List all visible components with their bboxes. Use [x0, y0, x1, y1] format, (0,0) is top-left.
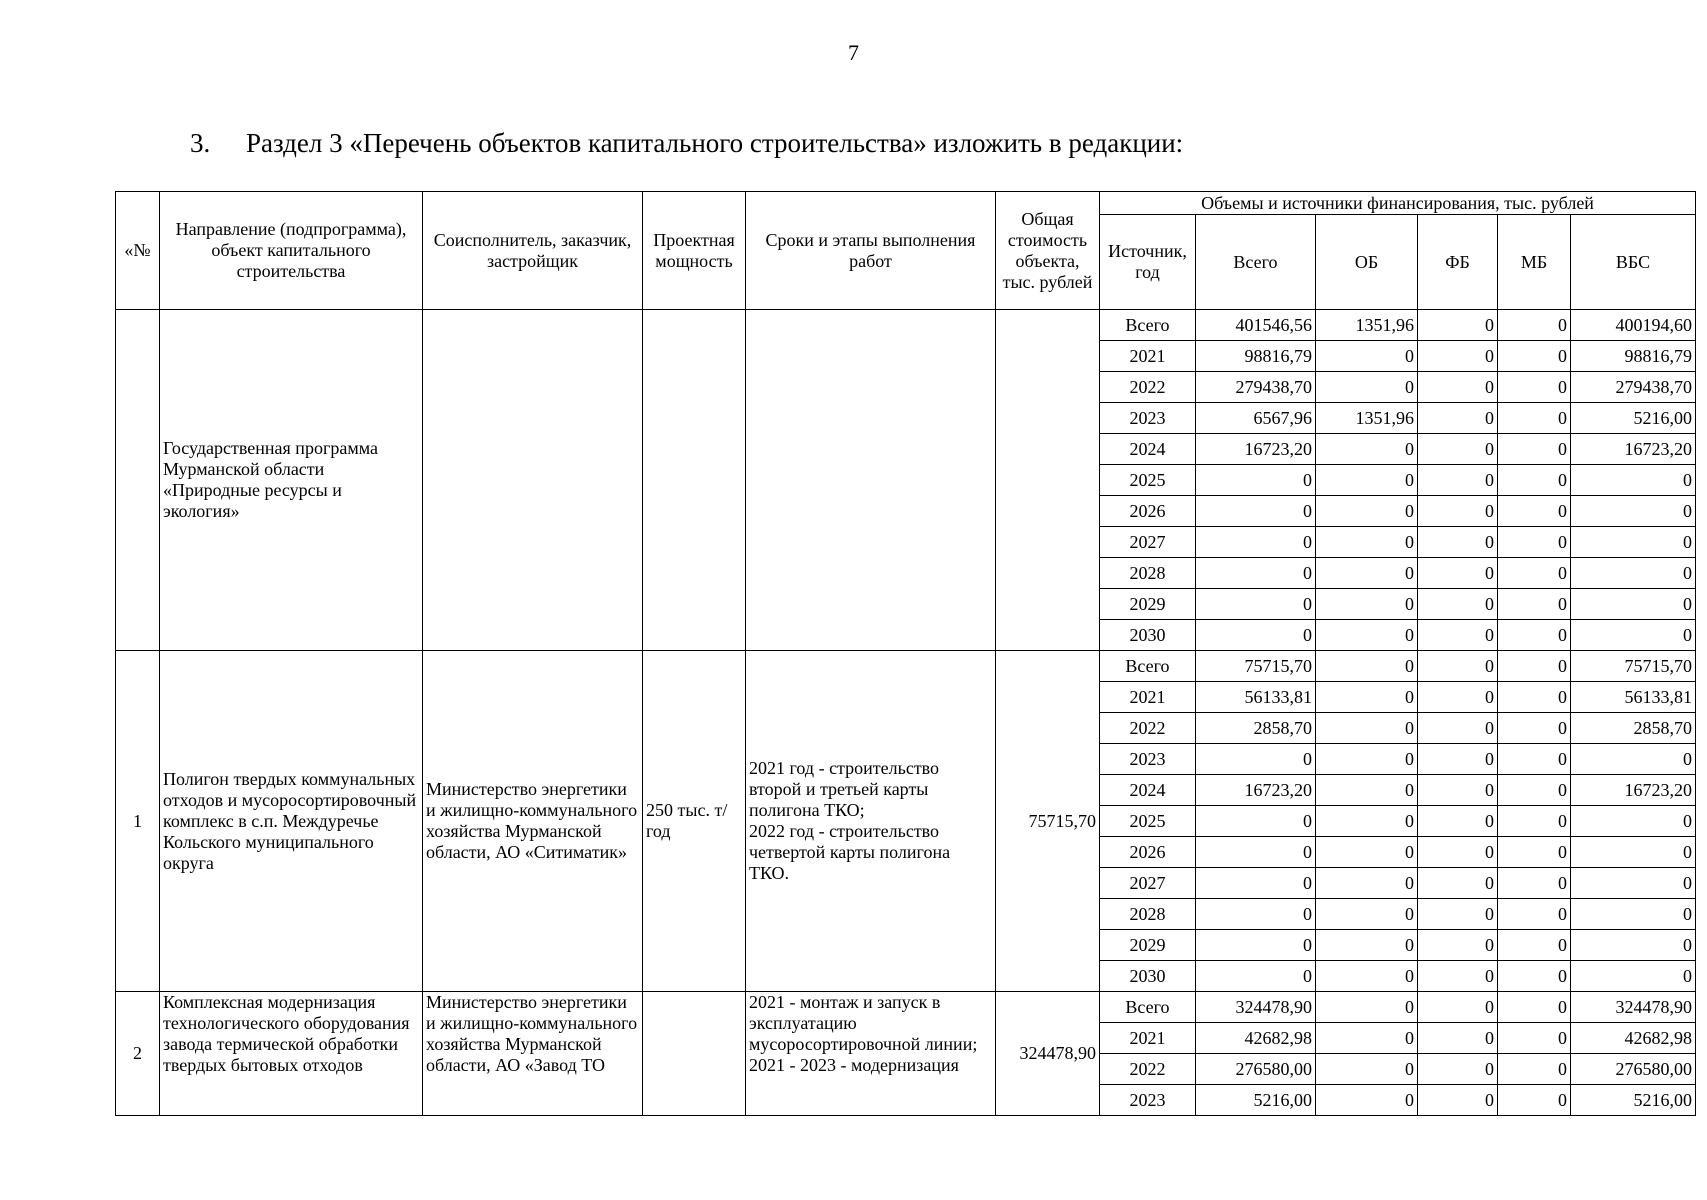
- cell-all: 276580,00: [1196, 1054, 1316, 1085]
- cell-vbs: 0: [1571, 837, 1696, 868]
- table-row: [116, 651, 1696, 682]
- cell-ob: 0: [1316, 992, 1418, 1023]
- cell-vbs: 98816,79: [1571, 341, 1696, 372]
- cell-source: 2027: [1100, 527, 1196, 558]
- cell-all: 42682,98: [1196, 1023, 1316, 1054]
- cell-ob: 0: [1316, 341, 1418, 372]
- cell-fb: 0: [1418, 1023, 1498, 1054]
- cell-source: Всего: [1100, 992, 1196, 1023]
- cell-mb: 0: [1498, 744, 1571, 775]
- page-number: 7: [848, 40, 859, 65]
- cell-ob: 0: [1316, 527, 1418, 558]
- cell-fb: 0: [1418, 527, 1498, 558]
- header-vbs: ВБС: [1571, 215, 1696, 310]
- cell-source: 2025: [1100, 465, 1196, 496]
- cell-mb: 0: [1498, 620, 1571, 651]
- cell-direction: Государственная программа Мурманской области «Природные ресурсы и экология»: [160, 310, 423, 651]
- cell-all: 0: [1196, 589, 1316, 620]
- cell-mb: 0: [1498, 713, 1571, 744]
- cell-vbs: 0: [1571, 899, 1696, 930]
- cell-vbs: 16723,20: [1571, 434, 1696, 465]
- heading-text: Раздел 3 «Перечень объектов капитального строительства» изложить в редакции:: [246, 128, 1184, 158]
- cell-ob: 0: [1316, 372, 1418, 403]
- cell-fb: 0: [1418, 558, 1498, 589]
- cell-source: Всего: [1100, 651, 1196, 682]
- cell-vbs: 276580,00: [1571, 1054, 1696, 1085]
- cell-total-cost: 75715,70: [996, 651, 1100, 992]
- cell-source: 2026: [1100, 496, 1196, 527]
- cell-vbs: 0: [1571, 589, 1696, 620]
- cell-ob: 0: [1316, 837, 1418, 868]
- cell-ob: 0: [1316, 930, 1418, 961]
- cell-mb: 0: [1498, 527, 1571, 558]
- cell-ob: 1351,96: [1316, 310, 1418, 341]
- cell-ob: 0: [1316, 775, 1418, 806]
- cell-mb: 0: [1498, 806, 1571, 837]
- cell-vbs: 5216,00: [1571, 403, 1696, 434]
- cell-vbs: 16723,20: [1571, 775, 1696, 806]
- cell-fb: 0: [1418, 496, 1498, 527]
- cell-source: 2022: [1100, 713, 1196, 744]
- cell-fb: 0: [1418, 620, 1498, 651]
- cell-source: 2023: [1100, 1085, 1196, 1116]
- cell-source: 2024: [1100, 775, 1196, 806]
- header-fb: ФБ: [1418, 215, 1498, 310]
- cell-fb: 0: [1418, 434, 1498, 465]
- cell-fb: 0: [1418, 651, 1498, 682]
- cell-vbs: 0: [1571, 527, 1696, 558]
- cell-all: 0: [1196, 899, 1316, 930]
- cell-source: 2028: [1100, 558, 1196, 589]
- cell-mb: 0: [1498, 465, 1571, 496]
- cell-capacity: [643, 310, 746, 651]
- cell-ob: 0: [1316, 496, 1418, 527]
- cell-mb: 0: [1498, 930, 1571, 961]
- cell-fb: 0: [1418, 713, 1498, 744]
- cell-mb: 0: [1498, 837, 1571, 868]
- cell-fb: 0: [1418, 868, 1498, 899]
- cell-fb: 0: [1418, 682, 1498, 713]
- cell-fb: 0: [1418, 837, 1498, 868]
- capital-construction-table: [115, 191, 1696, 1116]
- header-mb: МБ: [1498, 215, 1571, 310]
- cell-all: 0: [1196, 806, 1316, 837]
- cell-all: 0: [1196, 961, 1316, 992]
- cell-mb: 0: [1498, 1023, 1571, 1054]
- table-body: [116, 310, 1696, 1116]
- cell-ob: 0: [1316, 961, 1418, 992]
- cell-mb: 0: [1498, 496, 1571, 527]
- cell-fb: 0: [1418, 899, 1498, 930]
- header-ob: ОБ: [1316, 215, 1418, 310]
- cell-ob: 0: [1316, 1023, 1418, 1054]
- cell-ob: 0: [1316, 465, 1418, 496]
- cell-source: 2022: [1100, 1054, 1196, 1085]
- cell-all: 6567,96: [1196, 403, 1316, 434]
- cell-fb: 0: [1418, 775, 1498, 806]
- cell-ob: 0: [1316, 713, 1418, 744]
- cell-all: 0: [1196, 496, 1316, 527]
- cell-ob: 0: [1316, 806, 1418, 837]
- cell-ob: 0: [1316, 651, 1418, 682]
- cell-fb: 0: [1418, 589, 1498, 620]
- cell-mb: 0: [1498, 434, 1571, 465]
- cell-source: 2021: [1100, 341, 1196, 372]
- cell-vbs: 279438,70: [1571, 372, 1696, 403]
- cell-all: 279438,70: [1196, 372, 1316, 403]
- cell-all: 5216,00: [1196, 1085, 1316, 1116]
- cell-ob: 0: [1316, 1085, 1418, 1116]
- cell-total-cost: 324478,90: [996, 992, 1100, 1116]
- cell-fb: 0: [1418, 403, 1498, 434]
- cell-mb: 0: [1498, 589, 1571, 620]
- header-num: «№: [116, 192, 160, 310]
- cell-all: 98816,79: [1196, 341, 1316, 372]
- cell-all: 401546,56: [1196, 310, 1316, 341]
- cell-all: 0: [1196, 837, 1316, 868]
- cell-mb: 0: [1498, 310, 1571, 341]
- cell-all: 0: [1196, 527, 1316, 558]
- cell-source: 2022: [1100, 372, 1196, 403]
- cell-all: 56133,81: [1196, 682, 1316, 713]
- table-row: [116, 992, 1696, 1023]
- cell-all: 324478,90: [1196, 992, 1316, 1023]
- cell-terms: 2021 год - строительство второй и третьей карты полигона ТКО; 2022 год - строительство четвертой карты полигона ТКО.: [746, 651, 996, 992]
- cell-num: 1: [116, 651, 160, 992]
- cell-executor: [423, 310, 643, 651]
- cell-vbs: 42682,98: [1571, 1023, 1696, 1054]
- cell-vbs: 0: [1571, 496, 1696, 527]
- cell-all: 0: [1196, 868, 1316, 899]
- cell-total-cost: [996, 310, 1100, 651]
- cell-all: 16723,20: [1196, 775, 1316, 806]
- cell-source: 2021: [1100, 1023, 1196, 1054]
- cell-fb: 0: [1418, 930, 1498, 961]
- cell-terms: [746, 310, 996, 651]
- cell-capacity: 250 тыс. т/год: [643, 651, 746, 992]
- cell-fb: 0: [1418, 465, 1498, 496]
- cell-source: 2028: [1100, 899, 1196, 930]
- cell-source: 2029: [1100, 589, 1196, 620]
- cell-fb: 0: [1418, 992, 1498, 1023]
- cell-all: 75715,70: [1196, 651, 1316, 682]
- header-total-cost: Общая стоимость объекта, тыс. рублей: [996, 192, 1100, 310]
- cell-mb: 0: [1498, 651, 1571, 682]
- cell-all: 0: [1196, 744, 1316, 775]
- cell-vbs: 0: [1571, 961, 1696, 992]
- cell-direction: Полигон твердых коммунальных отходов и мусоросортировочный комплекс в с.п. Междуречье Кольского муниципального округа: [160, 651, 423, 992]
- cell-all: 0: [1196, 930, 1316, 961]
- cell-ob: 0: [1316, 558, 1418, 589]
- cell-vbs: 0: [1571, 806, 1696, 837]
- cell-source: 2030: [1100, 620, 1196, 651]
- header-capacity: Проектная мощность: [643, 192, 746, 310]
- cell-mb: 0: [1498, 403, 1571, 434]
- cell-ob: 0: [1316, 744, 1418, 775]
- cell-vbs: 56133,81: [1571, 682, 1696, 713]
- cell-source: 2029: [1100, 930, 1196, 961]
- cell-source: 2023: [1100, 403, 1196, 434]
- cell-mb: 0: [1498, 899, 1571, 930]
- cell-fb: 0: [1418, 372, 1498, 403]
- cell-ob: 0: [1316, 682, 1418, 713]
- cell-source: Всего: [1100, 310, 1196, 341]
- cell-all: 0: [1196, 558, 1316, 589]
- cell-ob: 0: [1316, 434, 1418, 465]
- cell-fb: 0: [1418, 1085, 1498, 1116]
- header-financing: Объемы и источники финансирования, тыс. рублей: [1100, 192, 1696, 215]
- cell-vbs: 0: [1571, 930, 1696, 961]
- cell-ob: 1351,96: [1316, 403, 1418, 434]
- cell-vbs: 0: [1571, 465, 1696, 496]
- cell-num: [116, 310, 160, 651]
- cell-terms: 2021 - монтаж и запуск в эксплуатацию мусоросортировочной линии; 2021 - 2023 - модернизация: [746, 992, 996, 1116]
- cell-fb: 0: [1418, 341, 1498, 372]
- cell-vbs: 400194,60: [1571, 310, 1696, 341]
- cell-vbs: 5216,00: [1571, 1085, 1696, 1116]
- cell-mb: 0: [1498, 961, 1571, 992]
- cell-source: 2030: [1100, 961, 1196, 992]
- cell-fb: 0: [1418, 310, 1498, 341]
- cell-vbs: 0: [1571, 744, 1696, 775]
- header-executor: Соисполнитель, заказчик, застройщик: [423, 192, 643, 310]
- cell-mb: 0: [1498, 1054, 1571, 1085]
- cell-source: 2023: [1100, 744, 1196, 775]
- cell-fb: 0: [1418, 1054, 1498, 1085]
- cell-fb: 0: [1418, 806, 1498, 837]
- cell-all: 16723,20: [1196, 434, 1316, 465]
- cell-all: 2858,70: [1196, 713, 1316, 744]
- cell-vbs: 2858,70: [1571, 713, 1696, 744]
- header-direction: Направление (подпрограмма), объект капитального строительства: [160, 192, 423, 310]
- table-row: [116, 310, 1696, 341]
- cell-ob: 0: [1316, 589, 1418, 620]
- cell-source: 2026: [1100, 837, 1196, 868]
- cell-mb: 0: [1498, 341, 1571, 372]
- header-all: Всего: [1196, 215, 1316, 310]
- section-heading: [190, 128, 1183, 159]
- heading-number: 3.: [190, 128, 211, 158]
- cell-mb: 0: [1498, 992, 1571, 1023]
- cell-source: 2027: [1100, 868, 1196, 899]
- header-source: Источник, год: [1100, 215, 1196, 310]
- cell-all: 0: [1196, 620, 1316, 651]
- cell-direction: Комплексная модернизация технологического оборудования завода термической обработки твердых бытовых отходов: [160, 992, 423, 1116]
- cell-ob: 0: [1316, 899, 1418, 930]
- cell-source: 2021: [1100, 682, 1196, 713]
- cell-vbs: 0: [1571, 620, 1696, 651]
- cell-ob: 0: [1316, 1054, 1418, 1085]
- cell-ob: 0: [1316, 868, 1418, 899]
- cell-mb: 0: [1498, 558, 1571, 589]
- cell-capacity: [643, 992, 746, 1116]
- cell-all: 0: [1196, 465, 1316, 496]
- header-terms: Сроки и этапы выполнения работ: [746, 192, 996, 310]
- cell-executor: Министерство энергетики и жилищно-коммунального хозяйства Мурманской области, АО «Ситиматик»: [423, 651, 643, 992]
- cell-mb: 0: [1498, 682, 1571, 713]
- cell-fb: 0: [1418, 961, 1498, 992]
- cell-executor: Министерство энергетики и жилищно-коммунального хозяйства Мурманской области, АО «Завод ТО: [423, 992, 643, 1116]
- cell-mb: 0: [1498, 1085, 1571, 1116]
- cell-vbs: 0: [1571, 558, 1696, 589]
- cell-vbs: 324478,90: [1571, 992, 1696, 1023]
- cell-source: 2024: [1100, 434, 1196, 465]
- cell-mb: 0: [1498, 868, 1571, 899]
- cell-ob: 0: [1316, 620, 1418, 651]
- cell-vbs: 0: [1571, 868, 1696, 899]
- cell-vbs: 75715,70: [1571, 651, 1696, 682]
- cell-source: 2025: [1100, 806, 1196, 837]
- cell-mb: 0: [1498, 372, 1571, 403]
- cell-mb: 0: [1498, 775, 1571, 806]
- cell-num: 2: [116, 992, 160, 1116]
- cell-fb: 0: [1418, 744, 1498, 775]
